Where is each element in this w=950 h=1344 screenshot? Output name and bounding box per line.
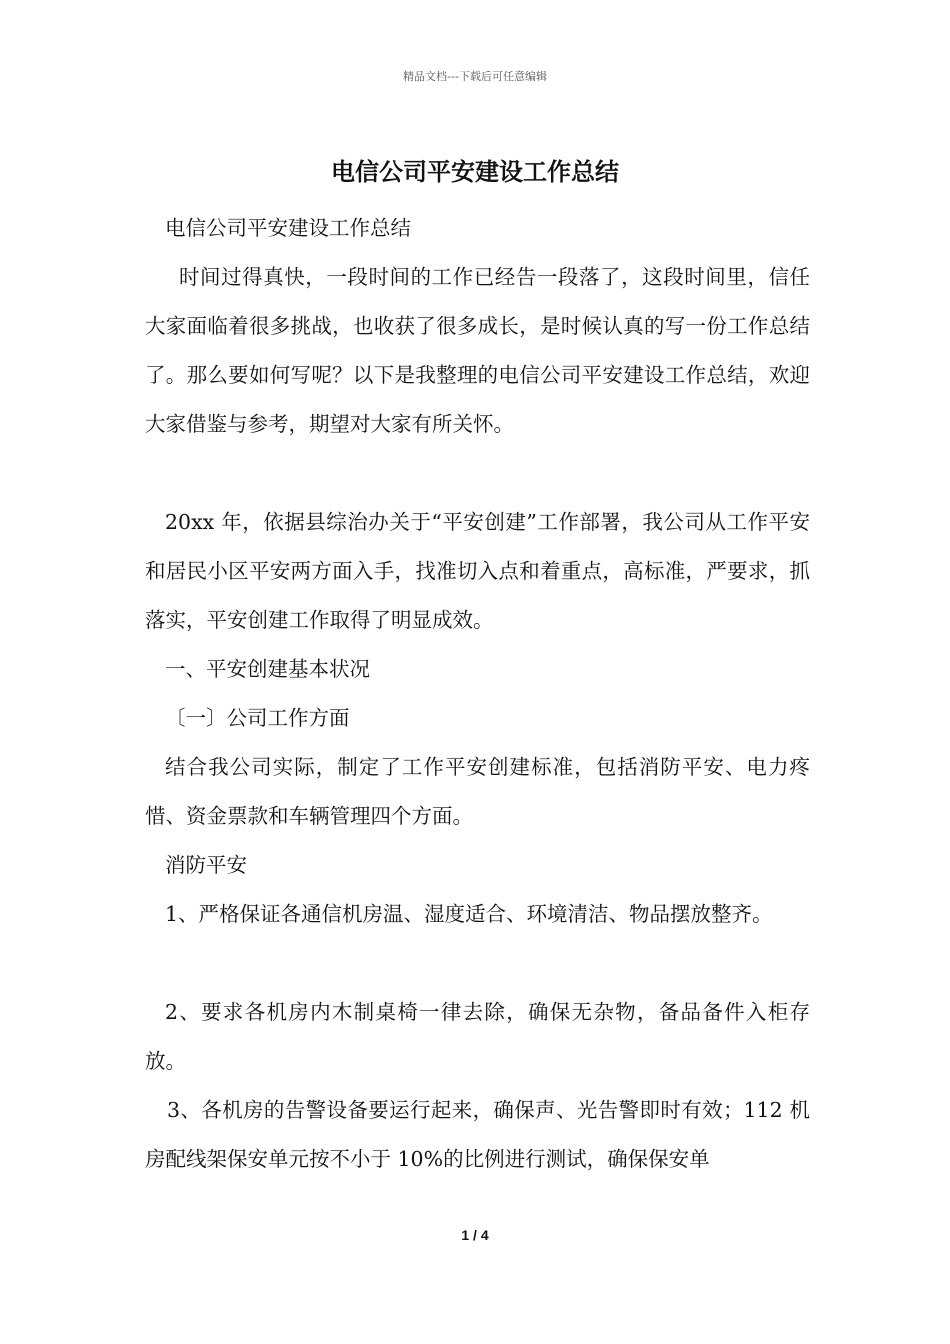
paragraph-intro: 时间过得真快，一段时间的工作已经告一段落了，这段时间里，信任大家面临着很多挑战，也收获了很多成长，是时候认真的写一份工作总结了。那么要如何写呢？以下是我整理的电信公司平安建设工作总结，欢迎大家借鉴与参考，期望对大家有所关怀。 [145, 265, 810, 436]
subheading-fire-safety: 消防平安 [165, 853, 247, 877]
paragraph-spacer [145, 449, 810, 498]
paragraph-standards: 结合我公司实际，制定了工作平安创建标准，包括消防平安、电力疼惜、资金票款和车辆管理四个方面。 [145, 755, 810, 828]
paragraph-subtitle: 电信公司平安建设工作总结 [165, 216, 411, 240]
document-body [145, 204, 810, 1184]
list-item-3: 3、各机房的告警设备要运行起来，确保声、光告警即时有效；112 机房配线架保安单元按不小于 10%的比例进行测试，确保保安单 [145, 1098, 810, 1171]
paragraph-overview: 20xx 年，依据县综治办关于“平安创建”工作部署，我公司从工作平安和居民小区平安两方面入手，找准切入点和着重点，高标准，严要求，抓落实，平安创建工作取得了明显成效。 [145, 510, 810, 632]
list-item-2: 2、要求各机房内木制桌椅一律去除，确保无杂物，备品备件入柜存放。 [145, 1000, 810, 1073]
section-heading-1: 一、平安创建基本状况 [165, 657, 370, 681]
document-title: 电信公司平安建设工作总结 [331, 157, 619, 186]
subsection-heading-1: 〔一〕公司工作方面 [165, 706, 350, 730]
paragraph-spacer [145, 939, 810, 988]
header-note: 精品文档---下载后可任意编辑 [403, 70, 547, 83]
page-number: 1 / 4 [461, 1227, 489, 1243]
list-item-1: 1、严格保证各通信机房温、湿度适合、环境清洁、物品摆放整齐。 [165, 902, 773, 926]
